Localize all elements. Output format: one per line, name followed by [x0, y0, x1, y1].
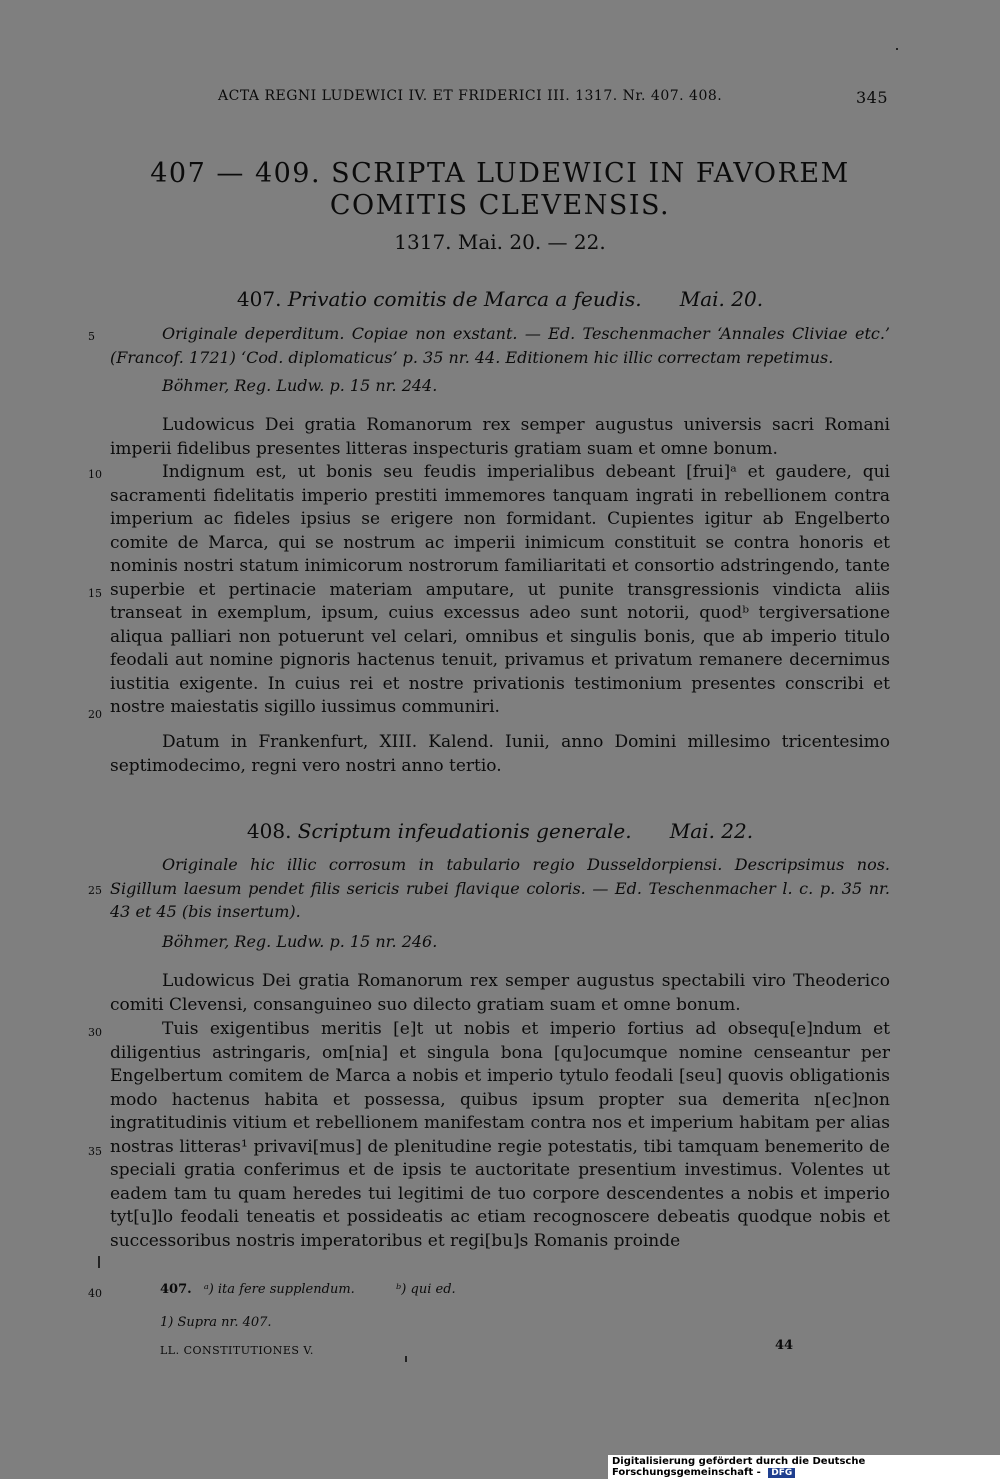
scan-speck: [896, 48, 898, 50]
doc408-number: 408.: [246, 819, 292, 843]
line-number: 35: [88, 1145, 102, 1158]
doc407-regest: Böhmer, Reg. Ludw. p. 15 nr. 244.: [162, 376, 438, 395]
doc408-body: Tuis exigentibus meritis [e]t ut nobis et imperio fortius ad obsequ[e]ndum et diligentius astringaris, om[nia] et singula bona [qu]ocumque nomine censeantur per Engelbertum comitem de Marca a nobis et imperio tytulo feodali [seu] quovis obligationis modo hactenus habita et possessa, quibus ipsum propter sua demerita n[ec]non ingratitudinis vitium et rebellionem manifestam contra nos et imperium habitam per alias nostras litteras¹ privavi[mus] de plenitudine regie potestatis, tibi tamquam benemerito de speciali gratia conferimus et de ipsis te auctoritate presentium investimus. Volentes ut eadem tam tu quam heredes tui legitimi de tuo corpore descendentes a nobis et imperio tyt[u]lo feodali teneatis et possideatis ac etiam recognoscere debeatis quodque nobis et successoribus nostris imperatoribus et regi[bu]s Romanis proinde: [110, 1019, 890, 1251]
doc408-source: Originale hic illic corrosum in tabulario regio Dusseldorpiensi. Descripsimus nos. Sigillum laesum pendet filis sericis rubei flavique coloris. — Ed. Teschenmacher l. c. p. 35 nr. 43 et 45 (bis insertum).: [110, 855, 890, 921]
dfg-credit: [608, 1455, 1000, 1479]
doc408-date: Mai. 22.: [669, 819, 754, 843]
footnote-b: ᵇ) qui ed.: [396, 1282, 456, 1297]
line-number: 15: [88, 587, 102, 600]
footnote-1: 1) Supra nr. 407.: [160, 1315, 272, 1330]
main-title-line1: 407 — 409. SCRIPTA LUDEWICI IN FAVOREM: [150, 158, 850, 189]
line-number: 5: [88, 330, 95, 343]
doc407-date: Mai. 20.: [679, 287, 764, 311]
scan-speck: [405, 1356, 407, 1362]
doc408-heading: [110, 819, 890, 843]
doc407-heading: [110, 287, 890, 311]
dfg-text: Digitalisierung gefördert durch die Deutsche Forschungsgemeinschaft -: [612, 1456, 866, 1478]
date-range: 1317. Mai. 20. — 22.: [394, 230, 606, 254]
line-number: 30: [88, 1026, 102, 1039]
footnote-block-407: [160, 1282, 456, 1297]
doc407-datum: Datum in Frankenfurt, XIII. Kalend. Iunii, anno Domini millesimo tricentesimo septimodecimo, regni vero nostri anno tertio.: [110, 732, 890, 776]
line-number: 25: [88, 884, 102, 897]
doc408-regest: Böhmer, Reg. Ludw. p. 15 nr. 246.: [162, 932, 438, 951]
doc408-intitulatio: Ludowicus Dei gratia Romanorum rex semper augustus spectabili viro Theoderico comiti Clevensi, consanguineo suo dilecto gratiam suam et omne bonum.: [110, 971, 890, 1015]
line-number: 40: [88, 1287, 102, 1300]
line-number: 20: [88, 708, 102, 721]
footer-series: LL. CONSTITUTIONES V.: [160, 1344, 314, 1357]
doc407-body: Indignum est, ut bonis seu feudis imperialibus debeant [frui]ᵃ et gaudere, qui sacramenti fidelitatis imperio prestiti immemores tanquam ingrati in rebellionem contra imperium ac fideles ipsius se erigere non formidant. Cupientes igitur ab Engelberto comite de Marca, qui se nostrum ac imperii inimicum constituit se contra honoris et nominis nostri statum inimicorum nostrorum familiaritati et consortio adstringendo, tante superbie et pertinacie materiam amputare, ut punite transgressionis vindicta aliis transeat in exemplum, ipsum, cuius excessus adeo sunt notorii, quodᵇ tergiversatione aliqua palliari non potuerunt vel celari, omnibus et singulis bonis, que ab imperio titulo feodali aut nomine pignoris hactenus tenuit, privamus et privatum remanere decernimus iustitia exigente. In cuius rei et nostre privationis testimonium presentes conscribi et nostre maiestatis sigillo iussimus communiri.: [110, 462, 890, 717]
footnote-a: ᵃ) ita fere supplendum.: [203, 1282, 355, 1297]
running-header: [218, 88, 888, 107]
dfg-logo-icon: DFG: [768, 1468, 795, 1478]
scan-speck: [98, 1256, 100, 1268]
line-number: 10: [88, 468, 102, 481]
doc407-number: 407.: [236, 287, 282, 311]
running-title: ACTA REGNI LUDEWICI IV. ET FRIDERICI III. 1317. Nr. 407. 408.: [218, 88, 723, 104]
main-title-line2: COMITIS CLEVENSIS.: [329, 190, 671, 221]
footer-signature: 44: [775, 1338, 794, 1353]
doc407-source: Originale deperditum. Copiae non exstant. — Ed. Teschenmacher ‘Annales Cliviae etc.’ (Francof. 1721) ‘Cod. diplomaticus’ p. 35 nr. 44. Editionem hic illic correctam repetimus.: [110, 324, 890, 367]
doc407-title: Privatio comitis de Marca a feudis.: [287, 287, 642, 311]
doc408-title: Scriptum infeudationis generale.: [297, 819, 632, 843]
footnote-ref: 407.: [160, 1282, 192, 1297]
doc407-intitulatio: Ludowicus Dei gratia Romanorum rex semper augustus universis sacri Romani imperii fidelibus presentes litteras inspecturis gratiam suam et omne bonum.: [110, 415, 890, 459]
page-number: 345: [855, 88, 888, 107]
